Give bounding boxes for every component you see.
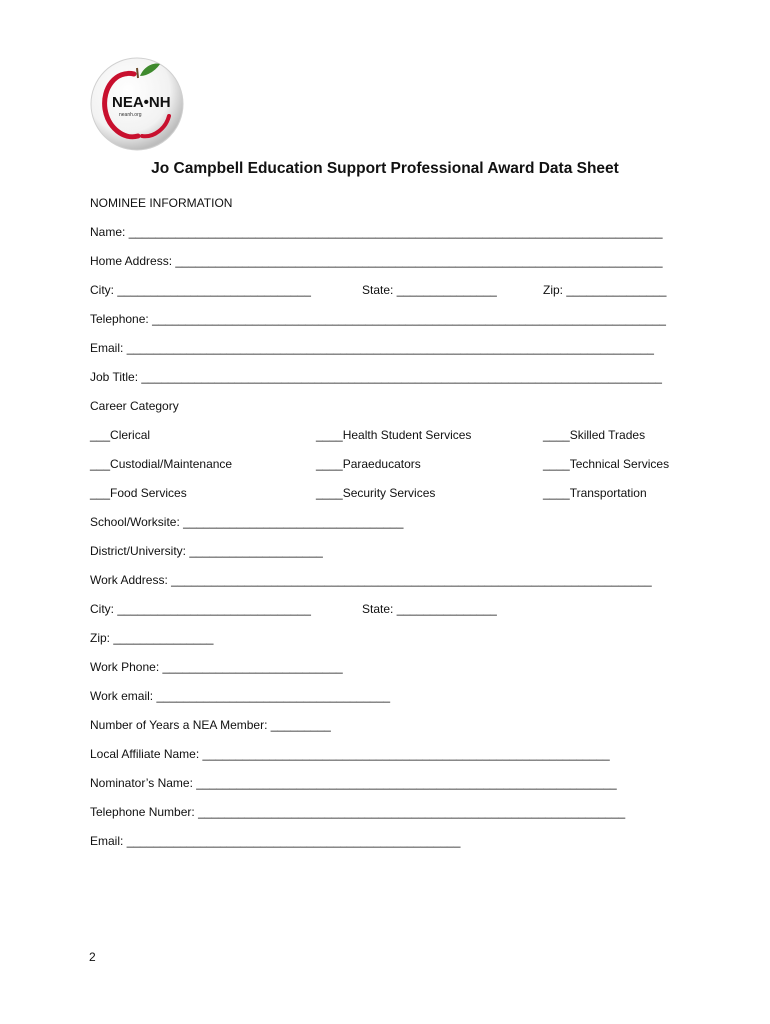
email-field[interactable]: Email: _______________________________________________________________________________: [90, 341, 654, 355]
apple-logo-icon: [88, 54, 186, 152]
years-nea-member-field[interactable]: Number of Years a NEA Member: _________: [90, 718, 331, 732]
name-field[interactable]: Name: ________________________________________________________________________________: [90, 225, 663, 239]
nominator-telephone-field[interactable]: Telephone Number: ________________________________________________________________: [90, 805, 626, 819]
page-number: 2: [89, 950, 96, 964]
section-heading: NOMINEE INFORMATION: [90, 196, 233, 210]
state-field[interactable]: State: _______________: [362, 283, 497, 297]
work-phone-field[interactable]: Work Phone: ___________________________: [90, 660, 343, 674]
local-affiliate-field[interactable]: Local Affiliate Name: _____________________________________________________________: [90, 747, 610, 761]
work-zip-field[interactable]: Zip: _______________: [90, 631, 214, 645]
zip-field[interactable]: Zip: _______________: [543, 283, 667, 297]
city-field[interactable]: City: _____________________________: [90, 283, 311, 297]
option-transportation[interactable]: ____Transportation: [543, 486, 647, 500]
work-state-field[interactable]: State: _______________: [362, 602, 497, 616]
option-custodial-maintenance[interactable]: ___Custodial/Maintenance: [90, 457, 233, 471]
option-food-services[interactable]: ___Food Services: [90, 486, 187, 500]
option-technical-services[interactable]: ____Technical Services: [543, 457, 670, 471]
option-security-services[interactable]: ____Security Services: [316, 486, 436, 500]
svg-text:neanh.org: neanh.org: [119, 112, 142, 118]
career-category-label: Career Category: [90, 399, 179, 413]
work-address-field[interactable]: Work Address: ________________________________________________________________________: [90, 573, 652, 587]
work-city-field[interactable]: City: _____________________________: [90, 602, 311, 616]
option-health-student-services[interactable]: ____Health Student Services: [316, 428, 472, 442]
telephone-field[interactable]: Telephone: _____________________________________________________________________________: [90, 312, 666, 326]
option-skilled-trades[interactable]: ____Skilled Trades: [543, 428, 646, 442]
nominator-email-field[interactable]: Email: __________________________________________________: [90, 834, 461, 848]
district-university-field[interactable]: District/University: ____________________: [90, 544, 323, 558]
nea-nh-logo: [88, 54, 186, 152]
home-address-field[interactable]: Home Address: _________________________________________________________________________: [90, 254, 663, 268]
work-email-field[interactable]: Work email: ___________________________________: [90, 689, 391, 703]
nominator-name-field[interactable]: Nominator’s Name: _______________________________________________________________: [90, 776, 617, 790]
school-worksite-field[interactable]: School/Worksite: _________________________________: [90, 515, 404, 529]
option-clerical[interactable]: ___Clerical: [90, 428, 151, 442]
job-title-field[interactable]: Job Title: ______________________________________________________________________________: [90, 370, 662, 384]
option-paraeducators[interactable]: ____Paraeducators: [316, 457, 421, 471]
svg-text:NEA•NH: NEA•NH: [112, 94, 171, 111]
page-title: Jo Campbell Education Support Professional Award Data Sheet: [151, 160, 619, 177]
